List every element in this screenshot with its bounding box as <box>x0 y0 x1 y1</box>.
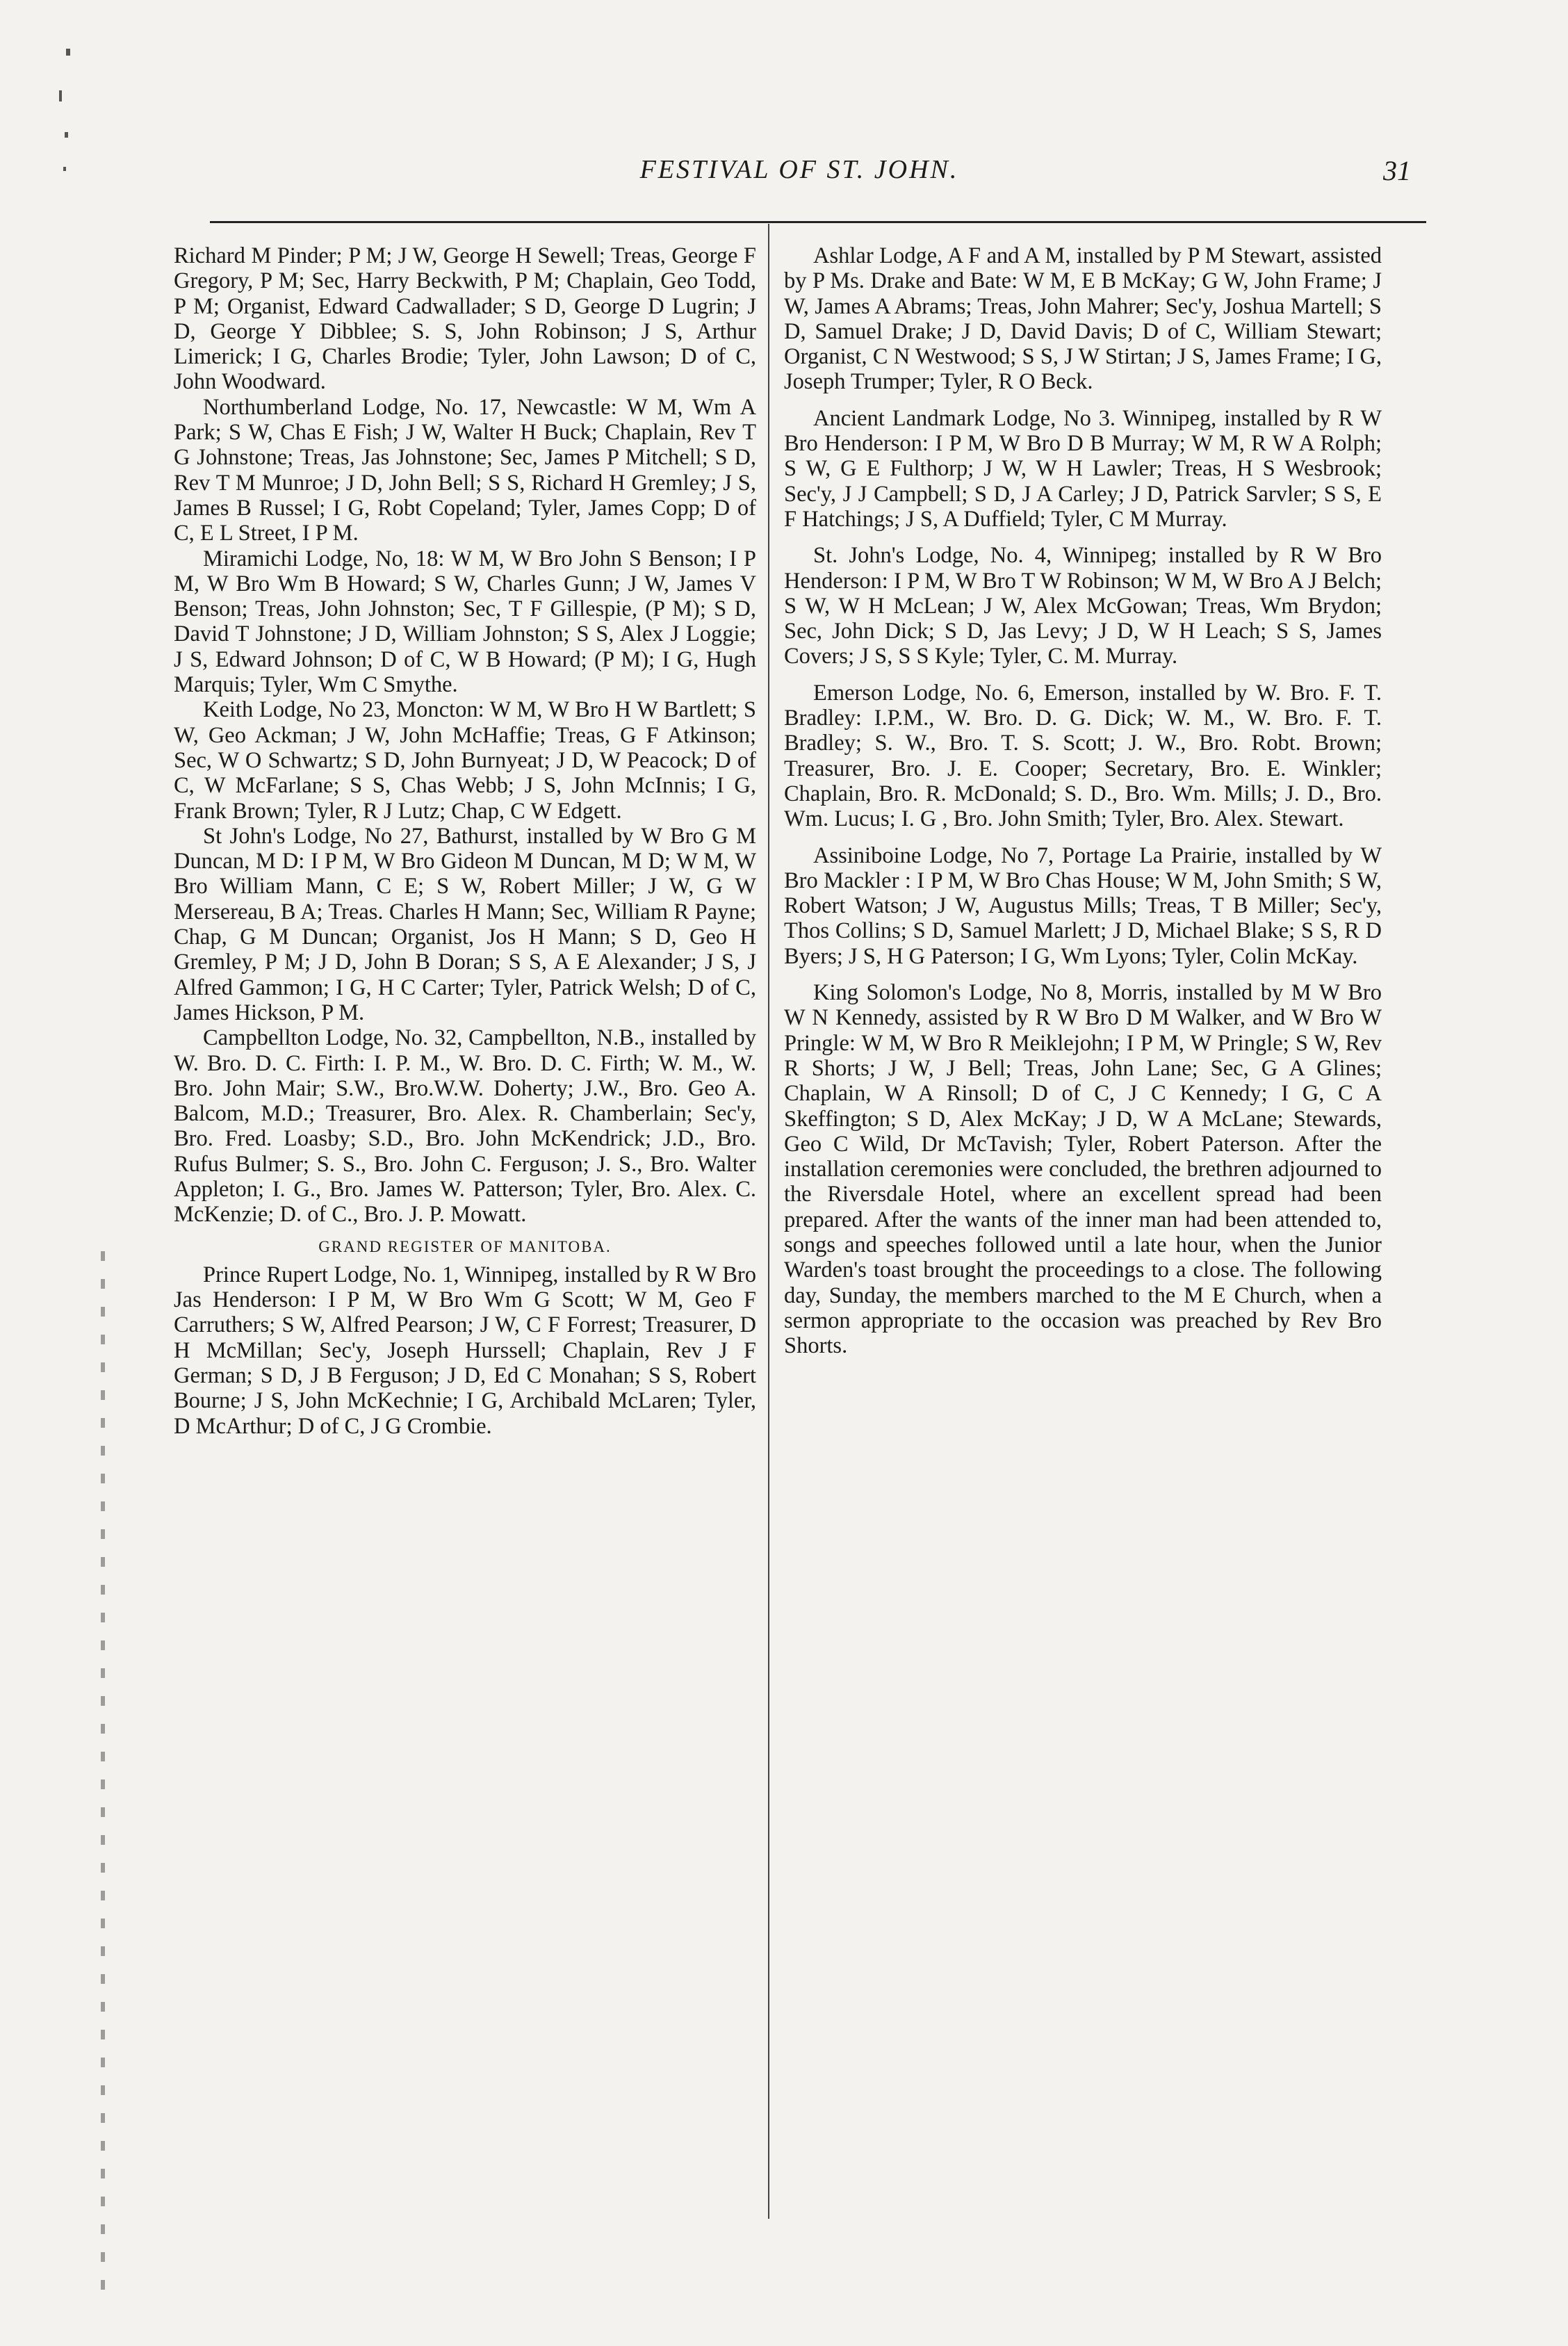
paragraph: Campbellton Lodge, No. 32, Campbellton, N.B., installed by W. Bro. D. C. Firth: I. P. M., W. Bro. D. C. Firth; W. M., W. Bro. John Mair; S.W., Bro.W.W. Doherty; J.W., Bro. Geo A. Balcom, M.D.; Treasurer, Bro. Alex. R. Chamberlain; Sec'y, Bro. Fred. Loasby; S.D., Bro. John McKendrick; J.D., Bro. Rufus Bulmer; S. S., Bro. John C. Ferguson; J. S., Bro. Walter Appleton; I. G., Bro. James W. Patterson; Tyler, Bro. Alex. C. McKenzie; D. of C., Bro. J. P. Mowatt. <box>174 1025 756 1228</box>
paragraph: St John's Lodge, No 27, Bathurst, installed by W Bro G M Duncan, M D: I P M, W Bro Gideon M Duncan, M D; W M, W Bro William Mann, C E; S W, Robert Miller; J W, G W Mersereau, B A; Treas. Charles H Mann; Sec, William R Payne; Chap, G M Duncan; Organist, Jos H Mann; S D, Geo H Gremley, P M; J D, John B Doran; S S, A E Alexander; J S, J Alfred Gammon; I G, H C Carter; Tyler, Patrick Welsh; D of C, James Hickson, P M. <box>174 823 756 1025</box>
right-column <box>784 243 1382 1358</box>
left-column <box>174 243 756 1439</box>
paragraph: King Solomon's Lodge, No 8, Morris, installed by M W Bro W N Kennedy, assisted by R W Bro D M Walker, and W Bro W Pringle: W M, W Bro R Meiklejohn; I P M, W Pringle; S W, Rev R Shorts; J W, J Bell; Treas, John Lane; Sec, G A Glines; Chaplain, W A Rinsoll; D of C, J C Kennedy; I G, C A Skeffington; S D, Alex McKay; J D, W A McLane; Stewards, Geo C Wild, Dr McTavish; Tyler, Robert Paterson. After the installation ceremonies were concluded, the brethren adjourned to the Riversdale Hotel, where an excellent spread had been prepared. After the wants of the inner man had been attended to, songs and speeches followed until a late hour, when the Junior Warden's toast brought the proceedings to a close. The following day, Sunday, the members marched to the M E Church, when a sermon appropriate to the occasion was preached by Rev Bro Shorts. <box>784 980 1382 1359</box>
paragraph: Assiniboine Lodge, No 7, Portage La Prairie, installed by W Bro Mackler : I P M, W Bro Chas House; W M, John Smith; S W, Robert Watson; J W, Augustus Mills; Treas, T B Miller; Sec'y, Thos Collins; S D, Samuel Marlett; J D, Michael Blake; S S, R D Byers; J S, H G Paterson; I G, Wm Lyons; Tyler, Colin McKay. <box>784 842 1382 969</box>
paragraph: Miramichi Lodge, No, 18: W M, W Bro John S Benson; I P M, W Bro Wm B Howard; S W, Charles Gunn; J W, James V Benson; Treas, John Johnston; Sec, T F Gillespie, (P M); S D, David T Johnstone; J D, William Johnston; S S, Alex J Loggie; J S, Edward Johnson; D of C, W B Howard; (P M); I G, Hugh Marquis; Tyler, Wm C Smythe. <box>174 546 756 698</box>
running-title: FESTIVAL OF ST. JOHN. <box>639 155 959 184</box>
paragraph: Richard M Pinder; P M; J W, George H Sewell; Treas, George F Gregory, P M; Sec, Harry Beckwith, P M; Chaplain, Geo Todd, P M; Organist, Edward Cadwallader; S D, George D Lugrin; J D, George Y Dibblee; S. S, John Robinson; J S, Arthur Limerick; I G, Charles Brodie; Tyler, John Lawson; D of C, John Woodward. <box>174 243 756 395</box>
paragraph: Prince Rupert Lodge, No. 1, Winnipeg, installed by R W Bro Jas Henderson: I P M, W Bro Wm G Scott; W M, Geo F Carruthers; S W, Alfred Pearson; J W, C F Forrest; Treasurer, D H McMillan; Sec'y, Joseph Hurssell; Chaplain, Rev J F German; S D, J B Ferguson; J D, Ed C Monahan; S S, Robert Bourne; J S, John McKechnie; I G, Archibald McLaren; Tyler, D McArthur; D of C, J G Crombie. <box>174 1262 756 1439</box>
header-rule <box>210 221 1426 223</box>
paragraph: St. John's Lodge, No. 4, Winnipeg; installed by R W Bro Henderson: I P M, W Bro T W Robinson; W M, W Bro A J Belch; S W, W H McLean; J W, Alex McGowan; Treas, Wm Brydon; Sec, John Dick; S D, Jas Levy; J D, W H Leach; S S, James Covers; J S, S S Kyle; Tyler, C. M. Murray. <box>784 543 1382 669</box>
paragraph: Ashlar Lodge, A F and A M, installed by P M Stewart, assisted by P Ms. Drake and Bate: W M, E B McKay; G W, John Frame; J W, James A Abrams; Treas, John Mahrer; Sec'y, Joshua Martell; S D, Samuel Drake; J D, David Davis; D of C, William Stewart; Organist, C N Westwood; S S, J W Stirtan; J S, James Frame; I G, Joseph Trumper; Tyler, R O Beck. <box>784 243 1382 395</box>
page-number: 31 <box>1383 155 1411 186</box>
paragraph: Northumberland Lodge, No. 17, Newcastle: W M, Wm A Park; S W, Chas E Fish; J W, Walter H Buck; Chaplain, Rev T G Johnstone; Treas, Jas Johnstone; Sec, James P Mitchell; S D, Rev T M Munroe; J D, John Bell; S S, Richard H Gremley; J S, James B Russel; I G, Robt Copeland; Tyler, James Copp; D of C, E L Street, I P M. <box>174 394 756 546</box>
binding-edge-marks <box>101 1251 105 2294</box>
section-heading: GRAND REGISTER OF MANITOBA. <box>318 1237 612 1255</box>
paragraph: Ancient Landmark Lodge, No 3. Winnipeg, installed by R W Bro Henderson: I P M, W Bro D B Murray; W M, R W A Rolph; S W, G E Fulthorp; J W, W H Lawler; Treas, H S Wesbrook; Sec'y, J J Campbell; S D, J A Carley; J D, Patrick Sarvler; S S, E F Hatchings; J S, A Duffield; Tyler, C M Murray. <box>784 405 1382 532</box>
page-header <box>188 154 1411 203</box>
paragraph: Keith Lodge, No 23, Moncton: W M, W Bro H W Bartlett; S W, Geo Ackman; J W, John McHaffie; Treas, G F Atkinson; Sec, W O Schwartz; S D, John Burnyeat; J D, W Peacock; D of C, W McFarlane; S S, Chas Webb; J S, John McInnis; I G, Frank Brown; Tyler, R J Lutz; Chap, C W Edgett. <box>174 697 756 824</box>
column-divider <box>768 224 769 2219</box>
edge-marks <box>38 42 73 167</box>
paragraph: Emerson Lodge, No. 6, Emerson, installed by W. Bro. F. T. Bradley: I.P.M., W. Bro. D. G. Dick; W. M., W. Bro. F. T. Bradley; S. W., Bro. T. S. Scott; J. W., Bro. Robt. Brown; Treasurer, Bro. J. E. Cooper; Secretary, Bro. E. Winkler; Chaplain, Bro. R. McDonald; S. D., Bro. Wm. Mills; J. D., Bro. Wm. Lucus; I. G , Bro. John Smith; Tyler, Bro. Alex. Stewart. <box>784 680 1382 832</box>
